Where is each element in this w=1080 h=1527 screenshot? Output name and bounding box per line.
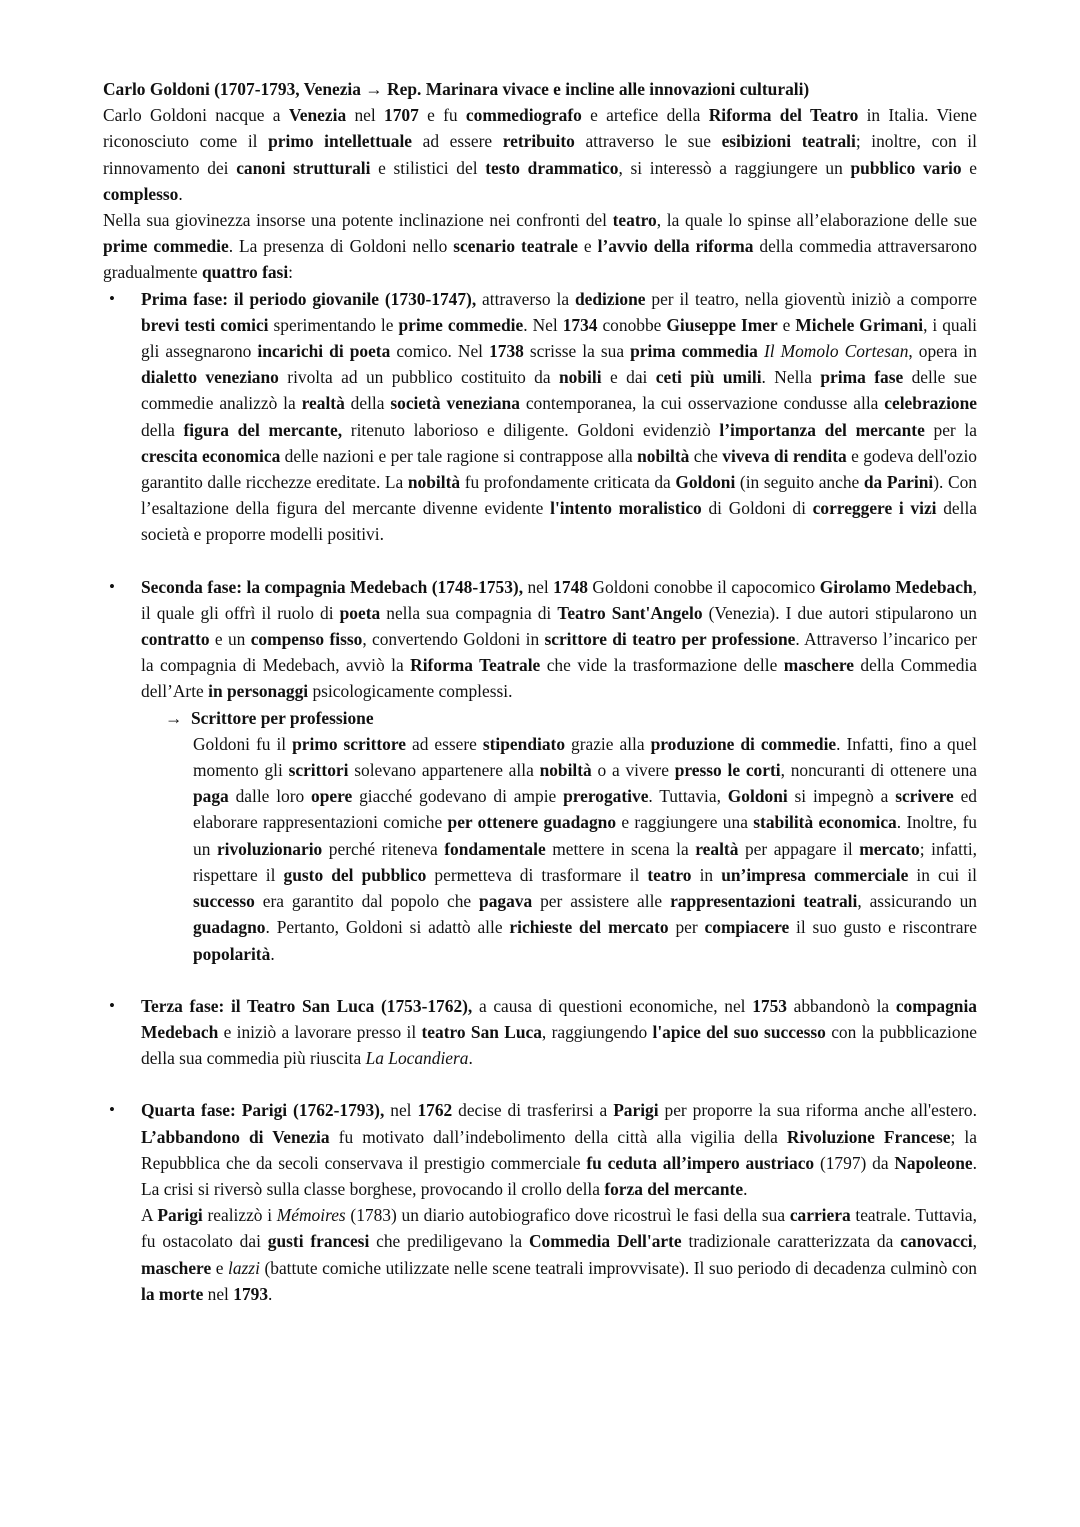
intro-paragraph: Carlo Goldoni nacque a Venezia nel 1707 e fu commediografo e artefice della Riforma del Teatro in Italia. Viene riconosciuto come il primo intellettuale ad essere retribuito attraverso le sue esibizioni teatrali; inoltre, con il rinnovamento dei canoni strutturali e stilistici del testo drammatico, si interessò a raggiungere un pubblico vario e complesso. bbox=[103, 105, 977, 204]
intro-paragraph-2: Nella sua giovinezza insorse una potente inclinazione nei confronti del teatro, la quale lo spinse all’elaborazione delle sue prime commedie. La presenza di Goldoni nello scenario teatrale e l’avvio della riforma della commedia attraversarono gradualmente quattro fasi: bbox=[103, 210, 977, 283]
bullet-icon: • bbox=[109, 288, 115, 308]
phase-3-text: Terza fase: il Teatro San Luca (1753-1762), a causa di questioni economiche, nel 1753 abbandonò la compagnia Medebach e iniziò a lavorare presso il teatro San Luca, raggiungendo l'apice del suo successo con la pubblicazione della sua commedia più riuscita La Locandiera. bbox=[141, 995, 977, 1069]
phase-4-item bbox=[103, 1097, 977, 1307]
bullet-icon: • bbox=[109, 995, 115, 1015]
arrow-right-icon: → bbox=[165, 707, 183, 728]
phase-2-text: Seconda fase: la compagnia Medebach (1748-1753), nel 1748 Goldoni conobbe il capocomico Girolamo Medebach, il quale gli offrì il ruolo di poeta nella sua compagnia di Teatro Sant'Angelo (Venezia). I due autori stipularono un contratto e un compenso fisso, convertendo Goldoni in scrittore di teatro per professione. Attraverso l’incarico per la compagnia di Medebach, avviò la Riforma Teatrale che vide la trasformazione delle maschere della Commedia dell’Arte in personaggi psicologicamente complessi. bbox=[141, 576, 977, 702]
phases-list-2 bbox=[103, 967, 977, 1307]
phase-2-item bbox=[103, 574, 977, 705]
phases-list bbox=[103, 286, 977, 705]
sub-paragraph: Goldoni fu il primo scrittore ad essere stipendiato grazie alla produzione di commedie. Infatti, fino a quel momento gli scrittori solevano appartenere alla nobiltà o a vivere presso le corti, noncuranti di ottenere una paga dalle loro opere giacché godevano di ampie prerogative. Tuttavia, Goldoni si impegnò a scrivere ed elaborare rappresentazioni comiche per ottenere guadagno e raggiungere una stabilità economica. Inoltre, fu un rivoluzionario perché riteneva fondamentale mettere in scena la realtà per appagare il mercato; infatti, rispettare il gusto del pubblico permetteva di trasformare il teatro in un’impresa commerciale in cui il successo era garantito dal popolo che pagava per assistere alle rappresentazioni teatrali, assicurando un guadagno. Pertanto, Goldoni si adattò alle richieste del mercato per compiacere il suo gusto e riscontrare popolarità. bbox=[193, 733, 978, 964]
phase-4-text: Quarta fase: Parigi (1762-1793), nel 1762 decise di trasferirsi a Parigi per proporre la sua riforma anche all'estero. L’abbandono di Venezia fu motivato dall’indebolimento della città alla vigilia della Rivoluzione Francese; la Repubblica che da secoli conservava il prestigio commerciale fu ceduta all’impero austriaco (1797) da Napoleone. La crisi si riversò sulla classe borghese, provocando il crollo della forza del mercante. bbox=[141, 1100, 977, 1199]
phase-4-text-2: A Parigi realizzò i Mémoires (1783) un diario autobiografico dove ricostruì le fasi della sua carriera teatrale. Tuttavia, fu ostacolato dai gusti francesi che prediligevano la Commedia Dell'arte tradizionale caratterizzata da canovacci, maschere e lazzi (battute comiche utilizzate nelle scene teatrali improvvisate). Il suo periodo di decadenza culminò con la morte nel 1793. bbox=[141, 1205, 977, 1304]
bullet-icon: • bbox=[109, 1100, 115, 1120]
sub-heading bbox=[127, 705, 977, 731]
document-title: Carlo Goldoni (1707-1793, Venezia → Rep. Marinara vivace e incline alle innovazioni culturali) bbox=[103, 79, 810, 99]
phase-3-item bbox=[103, 993, 977, 1072]
sub-heading-text: Scrittore per professione bbox=[191, 707, 374, 728]
bullet-icon: • bbox=[109, 576, 115, 596]
phase-1-item bbox=[103, 286, 977, 548]
phase-1-text: Prima fase: il periodo giovanile (1730-1747), attraverso la dedizione per il teatro, nella gioventù iniziò a comporre brevi testi comici sperimentando le prime commedie. Nel 1734 conobbe Giuseppe Imer e Michele Grimani, i quali gli assegnarono incarichi di poeta comico. Nel 1738 scrisse la sua prima commedia Il Momolo Cortesan, opera in dialetto veneziano rivolta ad un pubblico costituito da nobili e dai ceti più umili. Nella prima fase delle sue commedie analizzò la realtà della società veneziana contemporanea, la cui osservazione condusse alla celebrazione della figura del mercante, ritenuto laborioso e diligente. Goldoni evidenziò l’importanza del mercante per la crescita economica delle nazioni e per tale ragione si contrappose alla nobiltà che viveva di rendita e godeva dell'ozio garantito dalle ricchezze ereditate. La nobiltà fu profondamente criticata da Goldoni (in seguito anche da Parini). Con l’esaltazione della figura del mercante divenne evidente l'intento moralistico di Goldoni di correggere i vizi della società e proporre modelli positivi. bbox=[141, 288, 978, 545]
